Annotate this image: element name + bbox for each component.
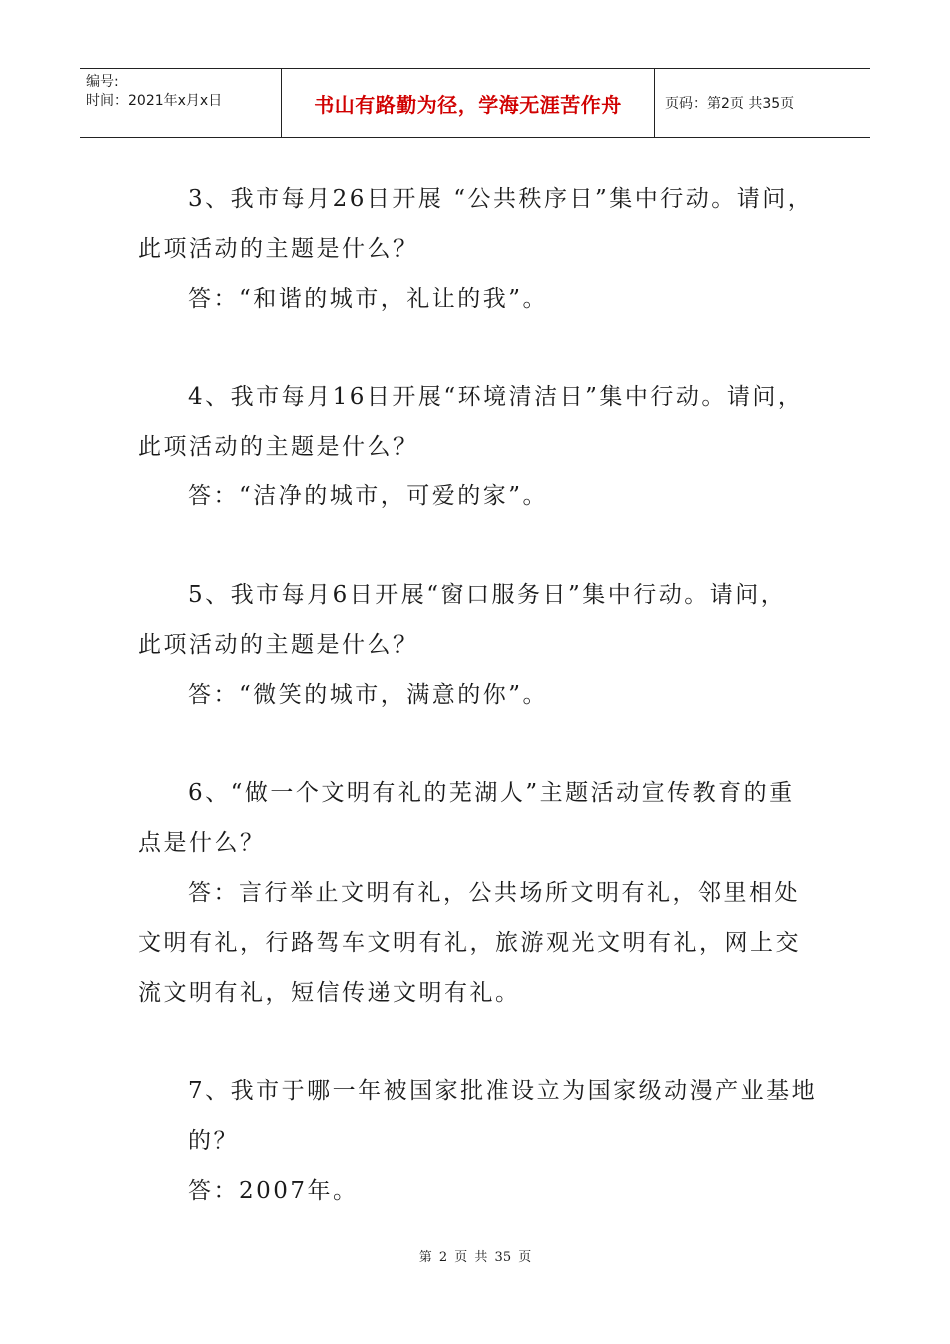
q4-line-2: 此项活动的主题是什么？	[138, 434, 419, 460]
q7-line-2: 的？	[188, 1128, 239, 1154]
q4-line-1: 4、我市每月16日开展“环境清洁日”集中行动。请问，	[188, 384, 804, 410]
q7-answer: 答：2007年。	[188, 1178, 359, 1204]
q3-line-1: 3、我市每月26日开展 “公共秩序日”集中行动。请问，	[188, 186, 814, 212]
q6-answer-3: 流文明有礼，短信传递文明有礼。	[138, 980, 521, 1006]
q3-line-2: 此项活动的主题是什么？	[138, 236, 419, 262]
q5-line-1: 5、我市每月6日开展“窗口服务日”集中行动。请问，	[188, 582, 787, 608]
header-number-label: 编号:	[86, 74, 119, 90]
header-motto: 书山有路勤为径，学海无涯苦作舟	[282, 69, 655, 137]
page-header	[80, 68, 870, 138]
page-footer: 第 2 页 共 35 页	[418, 1250, 532, 1265]
q3-answer: 答：“和谐的城市，礼让的我”。	[188, 286, 549, 312]
q6-line-1: 6、“做一个文明有礼的芜湖人”主题活动宣传教育的重	[188, 780, 795, 806]
q5-answer: 答：“微笑的城市，满意的你”。	[188, 682, 549, 708]
header-page-label: 页码：第2页 共35页	[665, 96, 795, 112]
q6-answer-2: 文明有礼，行路驾车文明有礼，旅游观光文明有礼，网上交	[138, 930, 801, 956]
q4-answer: 答：“洁净的城市，可爱的家”。	[188, 483, 549, 509]
header-time-label: 时间：2021年x月x日	[86, 93, 223, 109]
q5-line-2: 此项活动的主题是什么？	[138, 632, 419, 658]
header-meta	[80, 69, 282, 137]
q6-line-2: 点是什么？	[138, 830, 266, 856]
q6-answer-1: 答：言行举止文明有礼，公共场所文明有礼，邻里相处	[188, 880, 800, 906]
q7-line-1: 7、我市于哪一年被国家批准设立为国家级动漫产业基地	[188, 1078, 818, 1104]
